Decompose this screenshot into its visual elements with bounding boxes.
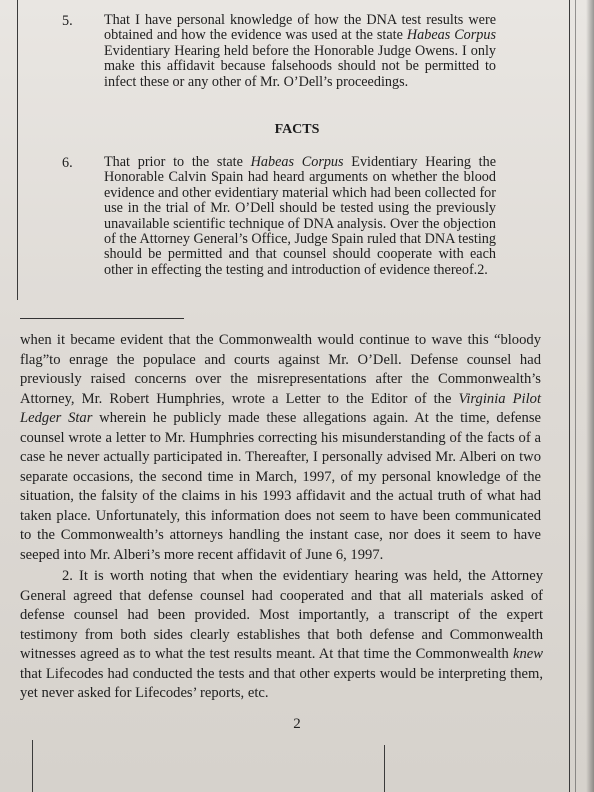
paragraph-6-number: 6. [62,155,73,171]
paragraph-5: That I have personal knowledge of how the DNA test results were obtained and how the evidence was used at the state Habeas Corpus Evidentiary Hearing held before the Honorable Judge Owens. I only make this affidavit because falsehoods should not be permitted to infect these or any other of Mr. O’Dell’s proceedings. [104,12,496,90]
margin-line-right-outer [575,0,576,792]
paragraph-6: That prior to the state Habeas Corpus Evidentiary Hearing the Honorable Calvin Spain had heard arguments on whether the blood evidence and other evidentiary material which had been collected for use in the trial of Mr. O’Dell should be tested using the previously unavailable scientific technique of DNA analysis. Over the objection of the Attorney General’s Office, Judge Spain ruled that DNA testing should be permitted and that counsel should cooperate with each other in effecting the testing and introduction of evidence thereof.2. [104,154,496,278]
footnote-2: 2. It is worth noting that when the evidentiary hearing was held, the Attorney General agreed that defense counsel had cooperated and that all materials asked of defense counsel had been provided. Most importantly, a transcript of the expert testimony from both sides clearly establishes that both defense and Commonwealth witnesses agreed as to what the test results meant. At that time the Commonwealth knew that Lifecodes had conducted the tests and that other experts would be interpreting them, yet never asked for Lifecodes’ reports, etc. [20,568,543,701]
section-heading-facts: FACTS [274,122,320,137]
scan-line-bottom-middle [384,745,385,792]
margin-line-left [17,0,18,300]
footnote-1-continuation: when it became evident that the Commonwealth would continue to wave this “bloody flag”to enrage the populace and courts against Mr. O’Dell. Defense counsel had previously raised concerns over the misrepresentations after the Commonwealth’s Attorney, Mr. Robert Humphries, wrote a Letter to the Editor of the Virginia Pilot Ledger Star wherein he publicly made these allegations again. At the time, defense counsel wrote a letter to Mr. Humphries correcting his misunderstanding of the facts of a case he never actually participated in. Thereafter, I personally advised Mr. Alberi on two separate occasions, the second time in March, 1997, of my personal knowledge of the situation, the falsity of the claims in his 1993 affidavit and the actual truth of what had taken place. Unfortunately, this information does not seem to have been communicated to the Commonwealth’s attorneys handling the instant case, nor does it seem to have seeped into Mr. Alberi’s more recent affidavit of June 6, 1997. [20,332,542,563]
footnote-separator [20,318,184,319]
margin-line-right [569,0,570,792]
scan-line-bottom-left [32,740,33,792]
page-edge-shadow [586,0,594,792]
paragraph-5-number: 5. [62,13,73,29]
page-number: 2 [293,716,301,732]
